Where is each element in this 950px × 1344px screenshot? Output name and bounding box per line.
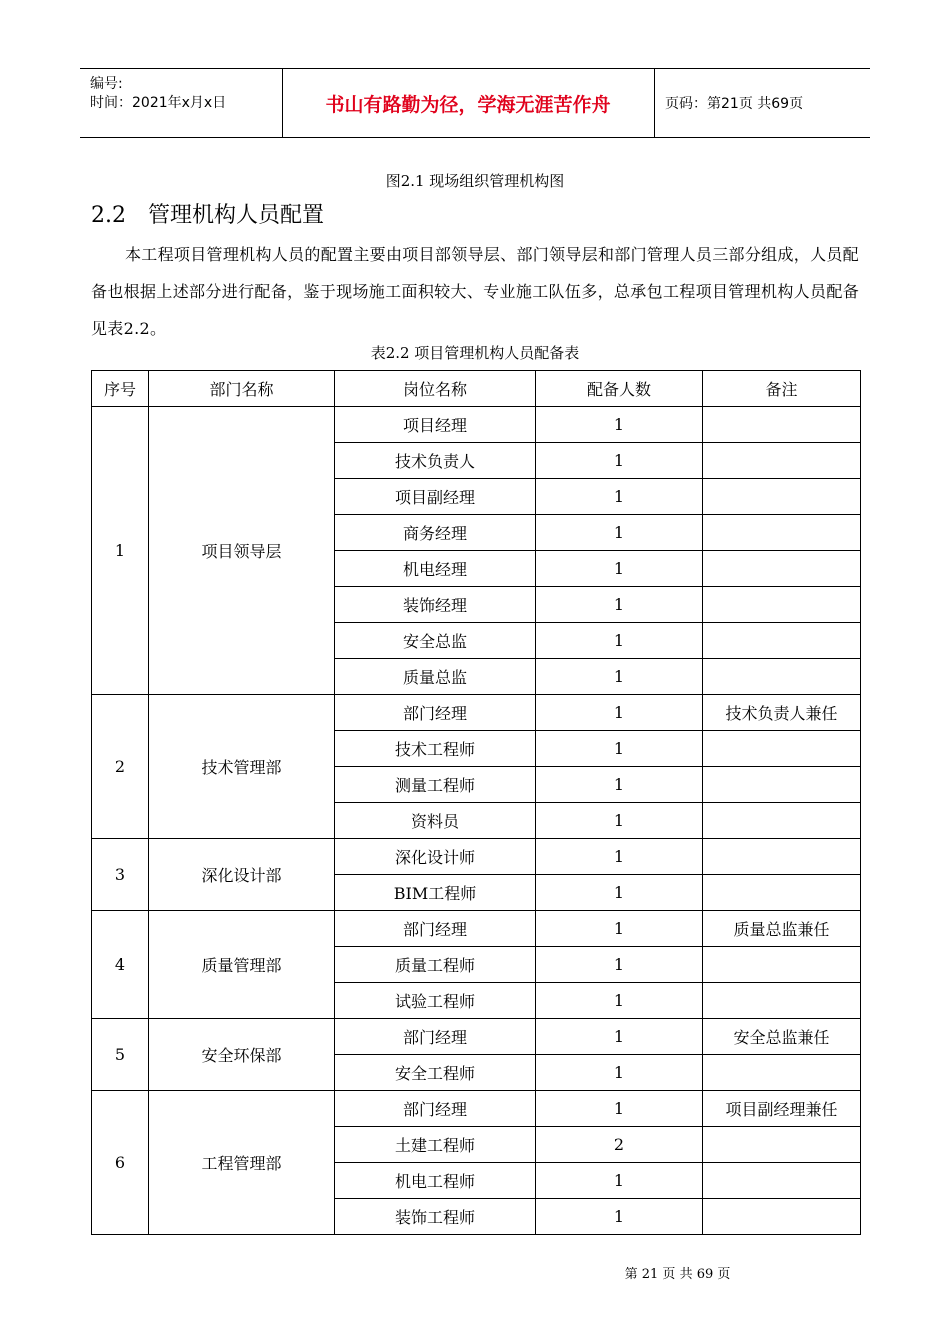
- cell-count: 1: [536, 1019, 703, 1055]
- cell-post: 部门经理: [335, 1091, 536, 1127]
- cell-post: 装饰经理: [335, 587, 536, 623]
- cell-count: 1: [536, 731, 703, 767]
- cell-post: 技术负责人: [335, 443, 536, 479]
- cell-post: 机电工程师: [335, 1163, 536, 1199]
- header-cell-note: 备注: [703, 371, 861, 407]
- cell-note: [703, 443, 861, 479]
- cell-group-no: 3: [92, 839, 149, 911]
- cell-note: [703, 623, 861, 659]
- figure-caption: 图2.1 现场组织管理机构图: [385, 172, 565, 190]
- cell-note: [703, 839, 861, 875]
- cell-note: [703, 983, 861, 1019]
- cell-note: [703, 1163, 861, 1199]
- cell-note: [703, 875, 861, 911]
- cell-note: [703, 1127, 861, 1163]
- cell-count: 1: [536, 623, 703, 659]
- cell-count: 1: [536, 947, 703, 983]
- cell-note: [703, 551, 861, 587]
- cell-note: 安全总监兼任: [703, 1019, 861, 1055]
- header-meta: [90, 75, 226, 113]
- cell-count: 1: [536, 443, 703, 479]
- section-heading: [91, 198, 324, 229]
- cell-post: 机电经理: [335, 551, 536, 587]
- cell-post: 安全总监: [335, 623, 536, 659]
- header-page-info: 页码：第21页 共69页: [665, 96, 804, 112]
- header-cell-post: 岗位名称: [335, 371, 536, 407]
- cell-post: 技术工程师: [335, 731, 536, 767]
- cell-count: 1: [536, 1199, 703, 1235]
- cell-post: 项目副经理: [335, 479, 536, 515]
- section-title: 管理机构人员配置: [148, 203, 325, 228]
- staffing-table: [91, 370, 861, 1235]
- cell-group-no: 4: [92, 911, 149, 1019]
- cell-count: 1: [536, 659, 703, 695]
- cell-post: 土建工程师: [335, 1127, 536, 1163]
- cell-note: [703, 767, 861, 803]
- cell-post: 试验工程师: [335, 983, 536, 1019]
- cell-post: 部门经理: [335, 911, 536, 947]
- cell-note: [703, 515, 861, 551]
- cell-group-no: 6: [92, 1091, 149, 1235]
- section-number: 2.2: [91, 203, 126, 228]
- document-time-label: 时间：2021年x月x日: [90, 95, 227, 111]
- cell-count: 1: [536, 983, 703, 1019]
- table-row: [92, 1091, 861, 1127]
- cell-post: BIM工程师: [335, 875, 536, 911]
- cell-note: [703, 731, 861, 767]
- cell-note: [703, 1055, 861, 1091]
- cell-count: 1: [536, 1163, 703, 1199]
- cell-count: 1: [536, 1091, 703, 1127]
- cell-count: 1: [536, 407, 703, 443]
- cell-note: [703, 587, 861, 623]
- cell-group-no: 1: [92, 407, 149, 695]
- cell-count: 2: [536, 1127, 703, 1163]
- cell-count: 1: [536, 767, 703, 803]
- cell-count: 1: [536, 911, 703, 947]
- cell-post: 资料员: [335, 803, 536, 839]
- cell-post: 部门经理: [335, 695, 536, 731]
- table-row: [92, 407, 861, 443]
- body-paragraph: 本工程项目管理机构人员的配置主要由项目部领导层、部门领导层和部门管理人员三部分组成，人员配备也根据上述部分进行配备，鉴于现场施工面积较大、专业施工队伍多，总承包工程项目管理机构人员配备见表2.2。: [91, 245, 859, 338]
- table-row: [92, 695, 861, 731]
- cell-department: 质量管理部: [149, 911, 335, 1019]
- cell-post: 部门经理: [335, 1019, 536, 1055]
- cell-count: 1: [536, 839, 703, 875]
- cell-department: 技术管理部: [149, 695, 335, 839]
- cell-note: 质量总监兼任: [703, 911, 861, 947]
- cell-post: 质量总监: [335, 659, 536, 695]
- cell-group-no: 5: [92, 1019, 149, 1091]
- cell-department: 安全环保部: [149, 1019, 335, 1091]
- page-footer: 第 21 页 共 69 页: [624, 1267, 731, 1282]
- cell-count: 1: [536, 875, 703, 911]
- cell-post: 商务经理: [335, 515, 536, 551]
- cell-count: 1: [536, 515, 703, 551]
- document-number-label: 编号:: [90, 76, 123, 92]
- page-header: [80, 68, 870, 138]
- cell-post: 装饰工程师: [335, 1199, 536, 1235]
- header-motto: 书山有路勤为径，学海无涯苦作舟: [325, 93, 611, 116]
- cell-note: [703, 947, 861, 983]
- cell-count: 1: [536, 587, 703, 623]
- cell-group-no: 2: [92, 695, 149, 839]
- cell-count: 1: [536, 695, 703, 731]
- cell-department: 项目领导层: [149, 407, 335, 695]
- cell-note: 项目副经理兼任: [703, 1091, 861, 1127]
- cell-note: [703, 479, 861, 515]
- cell-post: 深化设计师: [335, 839, 536, 875]
- cell-note: [703, 1199, 861, 1235]
- table-caption: 表2.2 项目管理机构人员配备表: [370, 344, 580, 362]
- cell-post: 测量工程师: [335, 767, 536, 803]
- cell-count: 1: [536, 479, 703, 515]
- cell-note: [703, 407, 861, 443]
- table-row: [92, 911, 861, 947]
- table-header-row: [92, 371, 861, 407]
- cell-department: 深化设计部: [149, 839, 335, 911]
- cell-post: 质量工程师: [335, 947, 536, 983]
- cell-count: 1: [536, 551, 703, 587]
- header-cell-dept: 部门名称: [149, 371, 335, 407]
- cell-count: 1: [536, 1055, 703, 1091]
- cell-note: 技术负责人兼任: [703, 695, 861, 731]
- header-cell-count: 配备人数: [536, 371, 703, 407]
- cell-count: 1: [536, 803, 703, 839]
- table-row: [92, 1019, 861, 1055]
- header-divider: [654, 69, 655, 137]
- cell-department: 工程管理部: [149, 1091, 335, 1235]
- cell-note: [703, 659, 861, 695]
- cell-post: 安全工程师: [335, 1055, 536, 1091]
- table-row: [92, 839, 861, 875]
- cell-note: [703, 803, 861, 839]
- header-cell-no: 序号: [92, 371, 149, 407]
- table-body: [92, 407, 861, 1235]
- cell-post: 项目经理: [335, 407, 536, 443]
